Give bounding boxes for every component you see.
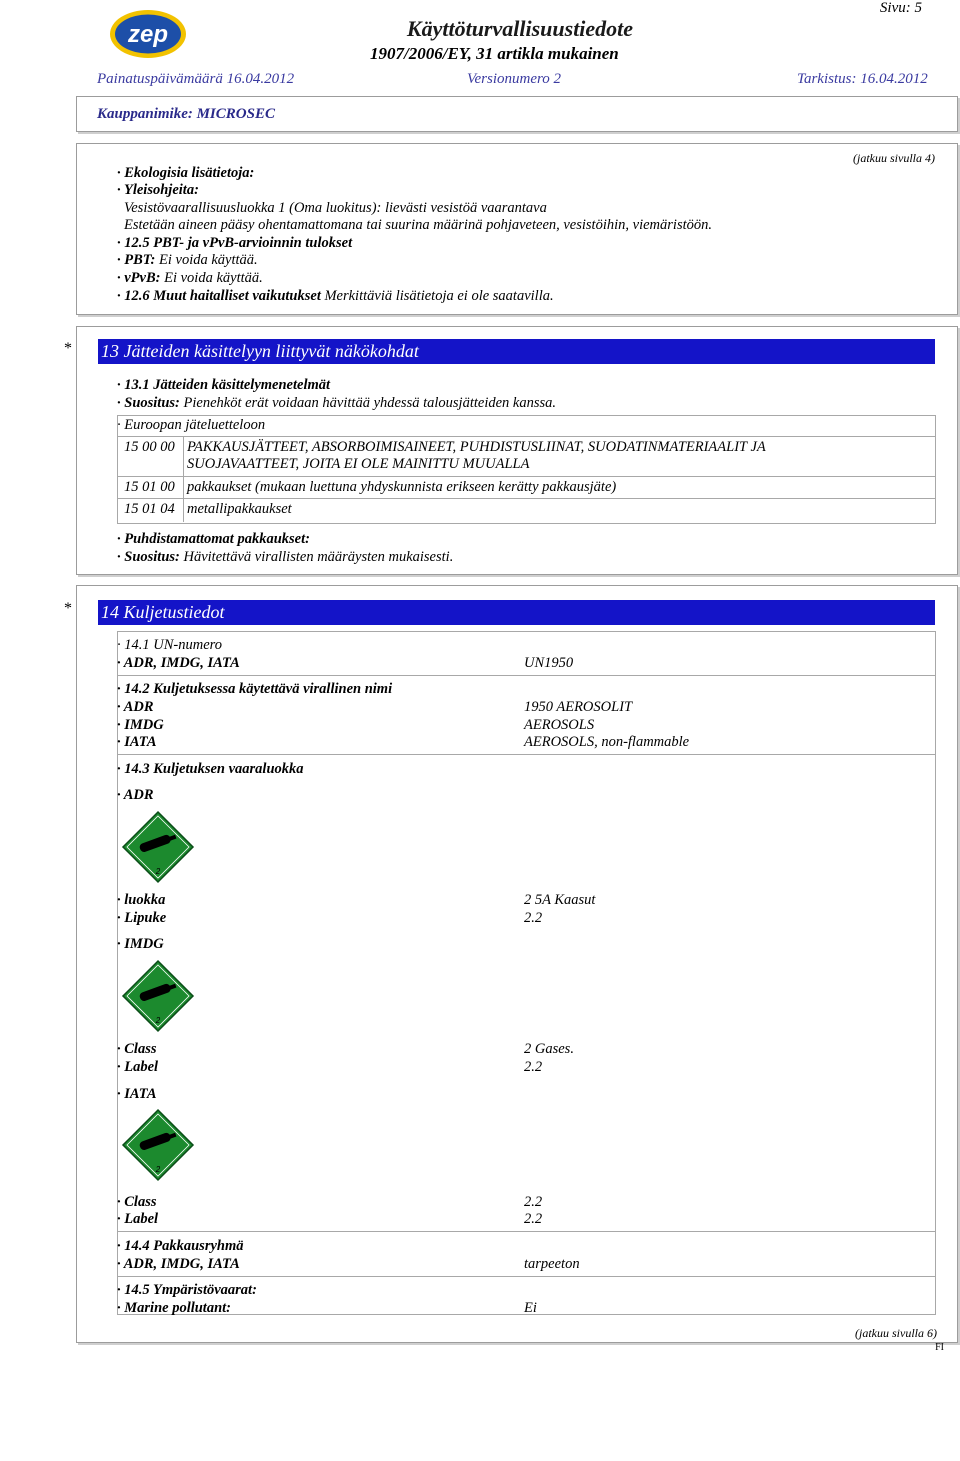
shipping-name-value: AEROSOLS, non-flammable: [524, 734, 690, 750]
iata-class-label: · Class: [117, 1194, 157, 1210]
imdg-class-label: · Class: [117, 1041, 157, 1057]
continued-from: (jatkuu sivulla 4): [853, 151, 935, 165]
uncleaned-packaging-heading: · Puhdistamattomat pakkaukset:: [117, 531, 310, 547]
waste-desc: PAKKAUSJÄTTEET, ABSORBOIMISAINEET, PUHDISTUSLIINAT, SUODATINMATERIAALIT JA: [187, 439, 766, 455]
print-date: Painatuspäivämäärä 16.04.2012: [97, 71, 295, 87]
recommendation-value: Hävitettävä virallisten määräysten mukaisesti.: [179, 549, 454, 565]
revision-date: Tarkistus: 16.04.2012: [797, 71, 928, 87]
shipping-name-value: AEROSOLS: [524, 717, 595, 733]
vpvb-value: Ei voida käyttää.: [160, 270, 263, 286]
gas-cylinder-hazard-icon: [121, 810, 195, 884]
adr-label-label: · Lipuke: [117, 910, 167, 926]
shipping-name-heading: · 14.2 Kuljetuksessa käytettävä virallinen nimi: [117, 681, 393, 697]
packing-group-label: · ADR, IMDG, IATA: [117, 1256, 240, 1272]
general-heading: · Yleisohjeita:: [117, 182, 199, 198]
document-subtitle: 1907/2006/EY, 31 artikla mukainen: [370, 44, 619, 63]
pictogram-number: 2: [155, 1016, 161, 1025]
un-number-label: · ADR, IMDG, IATA: [117, 655, 240, 671]
prevention-text: Estetään aineen pääsy ohentamattomana tai suurina määrinä pohjaveteen, vesistöihin, viemäristöön.: [124, 217, 712, 233]
pbt-value: Ei voida käyttää.: [155, 252, 258, 268]
imdg-label-value: 2.2: [524, 1059, 543, 1075]
trade-name: Kauppanimike: MICROSEC: [97, 106, 275, 122]
disposal-methods-heading: · 13.1 Jätteiden käsittelymenetelmät: [117, 377, 331, 393]
gas-cylinder-hazard-icon: [121, 959, 195, 1033]
packing-group-heading: · 14.4 Pakkausryhmä: [117, 1238, 244, 1254]
adr-heading: · ADR: [117, 787, 154, 803]
recommendation-value: Pienehköt erät voidaan hävittää yhdessä talousjätteiden kanssa.: [179, 395, 557, 411]
imdg-heading: · IMDG: [117, 936, 164, 952]
waste-code: 15 00 00: [124, 439, 175, 455]
waste-catalogue-heading: · Euroopan jäteluetteloon: [117, 417, 266, 433]
waste-code: 15 01 04: [124, 501, 175, 517]
shipping-name-label: · IMDG: [117, 717, 164, 733]
shipping-name-value: 1950 AEROSOLIT: [524, 699, 633, 715]
section-13-title: 13 Jätteiden käsittelyyn liittyvät näkökohdat: [98, 339, 935, 364]
marine-pollutant-label: · Marine pollutant:: [117, 1300, 232, 1316]
hazard-class-heading: · 14.3 Kuljetuksen vaaraluokka: [117, 761, 304, 777]
pictogram-number: 2: [155, 867, 161, 876]
adr-class-label: · luokka: [117, 892, 166, 908]
adr-label-value: 2.2: [524, 910, 543, 926]
pbt-label: · PBT:: [117, 252, 156, 268]
recommendation-label: · Suositus:: [117, 395, 180, 411]
packing-group-value: tarpeeton: [524, 1256, 580, 1272]
section-14-title: 14 Kuljetustiedot: [98, 600, 935, 625]
imdg-label-label: · Label: [117, 1059, 159, 1075]
iata-heading: · IATA: [117, 1086, 157, 1102]
iata-label-value: 2.2: [524, 1211, 543, 1227]
waste-desc: pakkaukset (mukaan luettuna yhdyskunnista erikseen kerätty pakkausjäte): [187, 479, 617, 495]
logo-text: zep: [127, 21, 169, 48]
vpvb-label: · vPvB:: [117, 270, 161, 286]
change-marker: *: [64, 340, 72, 357]
environmental-hazards-heading: · 14.5 Ympäristövaarat:: [117, 1282, 257, 1298]
hazard-class-text: Vesistövaarallisuusluokka 1 (Oma luokitus): lievästi vesistöä vaarantava: [124, 200, 547, 216]
waste-code: 15 01 00: [124, 479, 175, 495]
other-effects-label: · 12.6 Muut haitalliset vaikutukset: [117, 288, 321, 304]
language-code: FI: [935, 1342, 944, 1353]
document-title: Käyttöturvallisuustiedote: [406, 16, 634, 41]
waste-desc: metallipakkaukset: [187, 501, 292, 517]
adr-class-value: 2 5A Kaasut: [524, 892, 596, 908]
shipping-name-label: · ADR: [117, 699, 154, 715]
gas-cylinder-hazard-icon: [121, 1108, 195, 1182]
marine-pollutant-value: Ei: [524, 1300, 537, 1316]
pbt-heading: · 12.5 PBT- ja vPvB-arvioinnin tulokset: [117, 235, 353, 251]
change-marker: *: [64, 600, 72, 617]
shipping-name-label: · IATA: [117, 734, 157, 750]
waste-desc-cont: SUOJAVAATTEET, JOITA EI OLE MAINITTU MUUALLA: [187, 456, 530, 472]
un-number-heading: · 14.1 UN-numero: [117, 637, 222, 653]
zep-logo: [108, 8, 188, 60]
other-effects-value: Merkittäviä lisätietoja ei ole saatavilla.: [320, 288, 554, 304]
iata-class-value: 2.2: [524, 1194, 543, 1210]
version-number: Versionumero 2: [467, 71, 562, 87]
recommendation-label: · Suositus:: [117, 549, 180, 565]
eco-info-heading: · Ekologisia lisätietoja:: [117, 165, 255, 181]
page-number: Sivu: 5: [879, 0, 922, 16]
imdg-class-value: 2 Gases.: [524, 1041, 574, 1057]
un-number-value: UN1950: [524, 655, 574, 671]
continued-to: (jatkuu sivulla 6): [855, 1326, 937, 1340]
pictogram-number: 2: [155, 1165, 161, 1174]
iata-label-label: · Label: [117, 1211, 159, 1227]
